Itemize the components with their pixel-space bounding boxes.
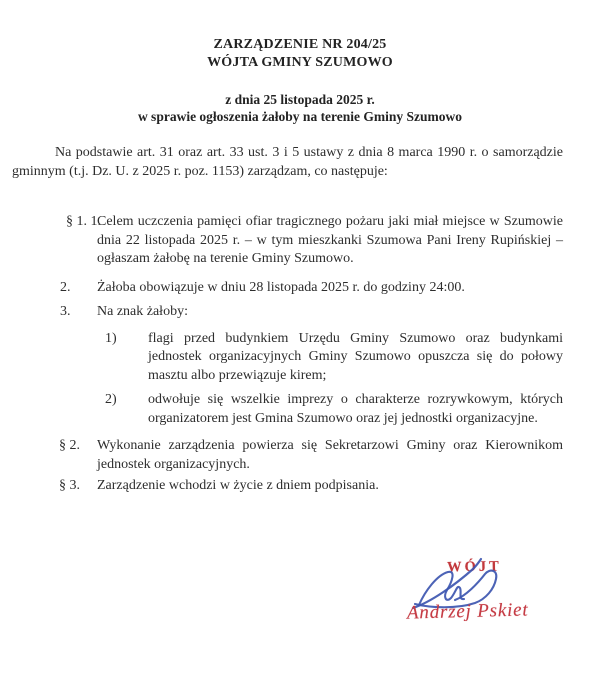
wojt-role-stamp: WÓJT — [446, 558, 502, 576]
paragraph-2 — [59, 437, 563, 474]
subpoint-2-text: odwołuje się wszelkie imprezy o charakterze rozrywkowym, których organizatorem jest Gmina Szumowo oraz jej jednostki organizacyjne. — [148, 392, 563, 426]
point-3-label: 3. — [60, 304, 71, 319]
document-subheader — [0, 91, 600, 125]
document-issuer: WÓJTA GMINY SZUMOWO — [207, 55, 393, 70]
point-2-text: Żałoba obowiązuje w dniu 28 listopada 2025 r. do godziny 24:00. — [97, 279, 465, 295]
point-2-label: 2. — [60, 279, 71, 295]
document-date: z dnia 25 listopada 2025 r. — [225, 92, 375, 107]
document-header — [0, 36, 600, 72]
subpoint-1-text: flagi przed budynkiem Urzędu Gminy Szumowo oraz budynkami jednostek organizacyjnych Gminy Szumowo opuszcza się do połowy masztu albo przewiązuje kirem; — [148, 330, 563, 383]
document-subject: w sprawie ogłoszenia żałoby na terenie Gminy Szumowo — [137, 109, 463, 124]
point-3-text: Na znak żałoby: — [97, 304, 188, 319]
point-3 — [60, 303, 563, 322]
paragraph-1-point-1 — [66, 213, 563, 269]
point-2 — [60, 279, 563, 298]
paragraph-2-label: § 2. — [59, 438, 80, 453]
paragraph-1-text: Celem uczczenia pamięci ofiar tragicznego pożaru jaki miał miejsce w Szumowie dnia 22 listopada 2025 r. – w tym mieszkanki Szumowa Pani Ireny Rupińskiej – ogłaszam żałobę na terenie Gminy Szumowo. — [97, 214, 563, 266]
subpoint-2 — [105, 391, 563, 428]
paragraph-3-text: Zarządzenie wchodzi w życie z dniem podpisania. — [97, 478, 379, 493]
paragraph-3 — [59, 477, 563, 496]
paragraph-2-text: Wykonanie zarządzenia powierza się Sekretarzowi Gminy oraz Kierownikom jednostek organizacyjnych. — [97, 438, 563, 472]
subpoint-1-label: 1) — [105, 330, 117, 346]
document-title: ZARZĄDZENIE NR 204/25 — [213, 37, 387, 52]
subpoint-2-label: 2) — [105, 392, 117, 407]
signer-name-stamp: Andrzej Pskiet — [406, 599, 529, 624]
subpoint-1 — [105, 330, 563, 386]
paragraph-3-label: § 3. — [59, 478, 80, 493]
paragraph-1-label: § 1. 1. — [66, 214, 101, 229]
legal-basis-paragraph: Na podstawie art. 31 oraz art. 33 ust. 3 i 5 ustawy z dnia 8 marca 1990 r. o samorządzie gminnym (t.j. Dz. U. z 2025 r. poz. 1153) zarządzam, co następuje: — [12, 145, 563, 179]
